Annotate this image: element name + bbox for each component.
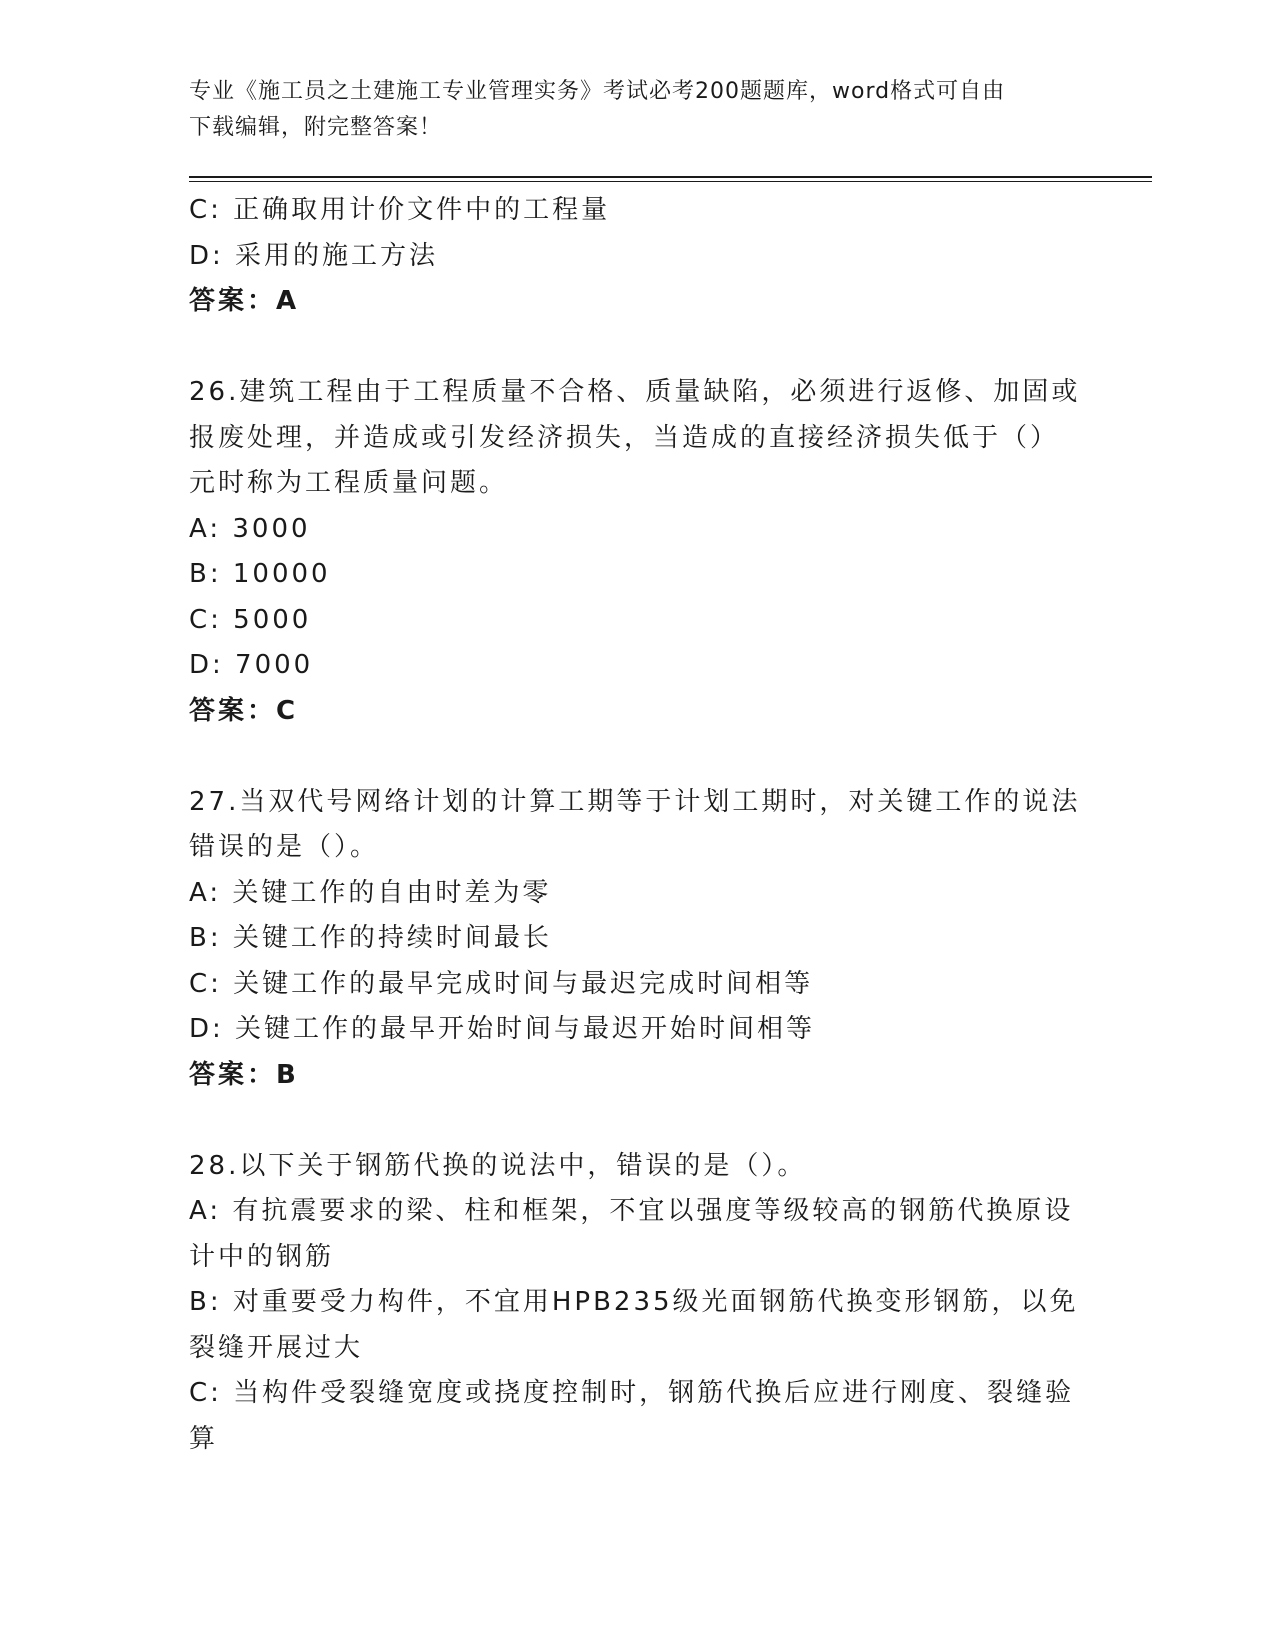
option-a-continued: 计中的钢筋 — [189, 1241, 335, 1272]
question-25-tail — [189, 188, 1089, 325]
header-divider-thin — [189, 181, 1152, 182]
answer-label: 答案：A — [189, 286, 300, 316]
option-c: C: 关键工作的最早完成时间与最迟完成时间相等 — [189, 968, 814, 999]
option-a: A: 有抗震要求的梁、柱和框架，不宜以强度等级较高的钢筋代换原设 — [189, 1196, 1074, 1226]
question-stem: 错误的是（）。 — [189, 832, 380, 862]
option-c: C: 5000 — [189, 604, 312, 635]
option-a: A: 3000 — [189, 513, 311, 544]
option-b-continued: 裂缝开展过大 — [189, 1332, 364, 1363]
option-b: B: 10000 — [189, 559, 331, 589]
document-header — [189, 74, 1069, 146]
option-b: B: 对重要受力构件，不宜用HPB235级光面钢筋代换变形钢筋，以免 — [189, 1287, 1079, 1317]
question-27 — [189, 780, 1089, 1099]
question-stem: 28.以下关于钢筋代换的说法中，错误的是（）。 — [189, 1150, 807, 1181]
answer-label: 答案：B — [189, 1059, 299, 1090]
question-list — [189, 188, 1089, 1462]
header-line-1: 专业《施工员之土建施工专业管理实务》考试必考200题题库，word格式可自由 — [189, 79, 1006, 104]
spacer — [189, 1098, 1089, 1144]
question-stem: 报废处理，并造成或引发经济损失，当造成的直接经济损失低于（） — [189, 422, 1060, 453]
question-stem: 27.当双代号网络计划的计算工期等于计划工期时，对关键工作的说法 — [189, 786, 1081, 817]
question-26 — [189, 370, 1089, 734]
option-b: B: 关键工作的持续时间最长 — [189, 923, 552, 953]
option-c: C: 正确取用计价文件中的工程量 — [189, 195, 611, 225]
answer-label: 答案：C — [189, 695, 299, 726]
option-a: A: 关键工作的自由时差为零 — [189, 877, 552, 908]
option-d: D: 采用的施工方法 — [189, 240, 439, 271]
question-28 — [189, 1144, 1089, 1463]
question-stem: 26.建筑工程由于工程质量不合格、质量缺陷，必须进行返修、加固或 — [189, 377, 1081, 407]
option-d: D: 7000 — [189, 650, 314, 680]
option-c: C: 当构件受裂缝宽度或挠度控制时，钢筋代换后应进行刚度、裂缝验 — [189, 1378, 1075, 1408]
header-line-2: 下载编辑，附完整答案！ — [189, 115, 443, 140]
spacer — [189, 325, 1089, 371]
header-divider-thick — [189, 176, 1152, 178]
option-c-continued: 算 — [189, 1423, 219, 1454]
spacer — [189, 734, 1089, 780]
question-stem: 元时称为工程质量问题。 — [189, 468, 509, 498]
option-d: D: 关键工作的最早开始时间与最迟开始时间相等 — [189, 1014, 816, 1044]
